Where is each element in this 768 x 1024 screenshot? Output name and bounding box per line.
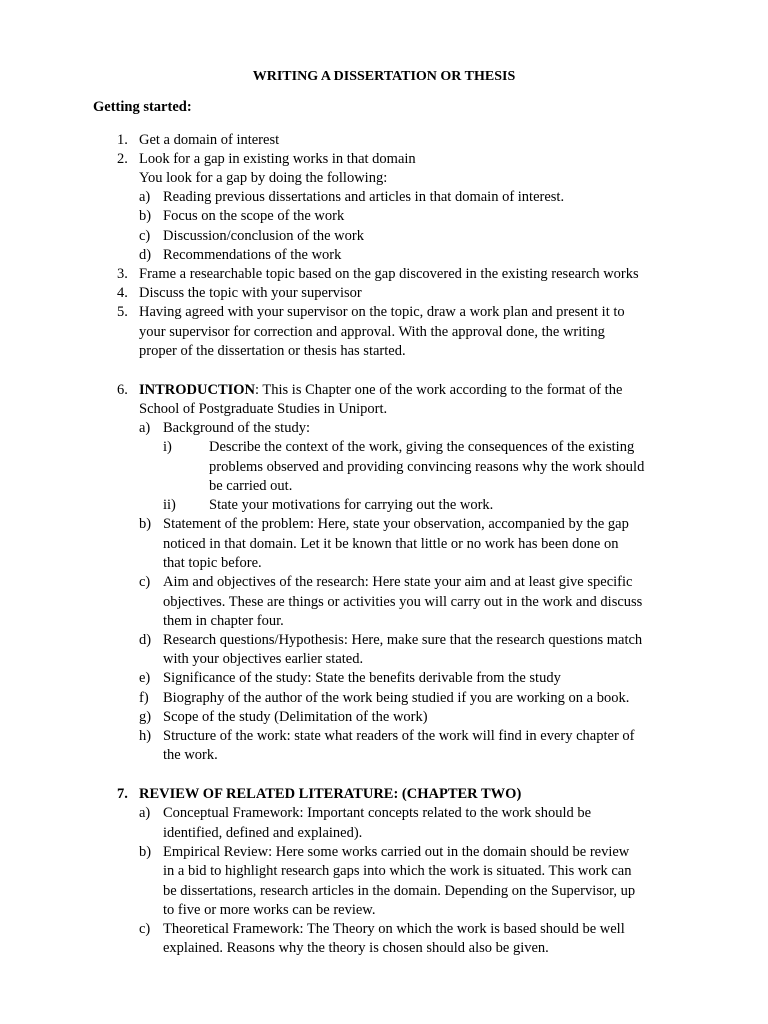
list-item: State your motivations for carrying out the work.: [209, 497, 494, 513]
list-item-continuation: that topic before.: [163, 555, 262, 571]
list-item-continuation: be dissertations, research articles in the domain. Depending on the Supervisor, up: [163, 883, 636, 899]
list-item-continuation: your supervisor for correction and approval. With the approval done, the writing: [139, 324, 605, 340]
list-item: Conceptual Framework: Important concepts related to the work should be: [163, 805, 592, 821]
list-item: Frame a researchable topic based on the gap discovered in the existing research works: [139, 266, 639, 282]
list-marker: a): [139, 420, 151, 436]
list-marker: 6.: [117, 382, 128, 398]
list-marker: h): [139, 728, 152, 744]
list-marker: 1.: [117, 132, 128, 148]
list-item: Theoretical Framework: The Theory on which the work is based should be well: [163, 921, 625, 937]
list-marker: 2.: [117, 151, 128, 167]
list-item-continuation: them in chapter four.: [163, 613, 284, 629]
list-item-continuation: identified, defined and explained).: [163, 825, 363, 841]
list-marker: g): [139, 709, 152, 725]
list-item: Discuss the topic with your supervisor: [139, 285, 362, 301]
review-heading: REVIEW OF RELATED LITERATURE: (CHAPTER TWO): [139, 786, 522, 802]
list-item-continuation: objectives. These are things or activities you will carry out in the work and discuss: [163, 594, 643, 610]
list-marker: ii): [163, 497, 176, 513]
list-item: Discussion/conclusion of the work: [163, 228, 364, 244]
list-item-continuation: School of Postgraduate Studies in Uniport.: [139, 401, 388, 417]
list-item: Biography of the author of the work being studied if you are working on a book.: [163, 690, 630, 706]
list-item: Reading previous dissertations and articles in that domain of interest.: [163, 189, 565, 205]
list-item: Aim and objectives of the research: Here state your aim and at least give specific: [163, 574, 633, 590]
list-item: Get a domain of interest: [139, 132, 280, 148]
list-item: Significance of the study: State the benefits derivable from the study: [163, 670, 561, 686]
list-marker: f): [139, 690, 149, 706]
list-marker: 5.: [117, 304, 128, 320]
list-marker: c): [139, 574, 151, 590]
list-marker: a): [139, 189, 151, 205]
list-item-continuation: in a bid to highlight research gaps into which the work is situated. This work can: [163, 863, 632, 879]
list-item: Describe the context of the work, giving the consequences of the existing: [209, 439, 635, 455]
list-item: Empirical Review: Here some works carried out in the domain should be review: [163, 844, 630, 860]
list-item: Background of the study:: [163, 420, 310, 436]
list-item-continuation: be carried out.: [209, 478, 293, 494]
list-marker: a): [139, 805, 151, 821]
list-marker: d): [139, 632, 152, 648]
list-item-continuation: explained. Reasons why the theory is chosen should also be given.: [163, 940, 549, 956]
list-marker: 3.: [117, 266, 128, 282]
list-marker: 7.: [117, 786, 128, 802]
list-item: Recommendations of the work: [163, 247, 342, 263]
list-marker: e): [139, 670, 151, 686]
list-item: Statement of the problem: Here, state your observation, accompanied by the gap: [163, 516, 629, 532]
list-marker: b): [139, 844, 152, 860]
list-item-continuation: proper of the dissertation or thesis has started.: [139, 343, 406, 359]
list-item-continuation: the work.: [163, 747, 218, 763]
list-item: Look for a gap in existing works in that domain: [139, 151, 416, 167]
list-marker: i): [163, 439, 172, 455]
getting-started-heading: Getting started:: [93, 99, 192, 115]
list-item: Structure of the work: state what readers of the work will find in every chapter of: [163, 728, 635, 744]
document-title: WRITING A DISSERTATION OR THESIS: [252, 69, 516, 84]
list-item: Research questions/Hypothesis: Here, make sure that the research questions match: [163, 632, 643, 648]
list-marker: 4.: [117, 285, 128, 301]
list-item-continuation: problems observed and providing convincing reasons why the work should: [209, 459, 645, 475]
list-item-continuation: to five or more works can be review.: [163, 902, 376, 918]
sub-intro: You look for a gap by doing the following:: [139, 170, 388, 186]
list-item: Scope of the study (Delimitation of the work): [163, 709, 428, 725]
list-marker: b): [139, 516, 152, 532]
introduction-label: INTRODUCTION: [139, 382, 256, 398]
list-marker: d): [139, 247, 152, 263]
introduction-line: [139, 382, 622, 399]
list-item-continuation: noticed in that domain. Let it be known that little or no work has been done on: [163, 536, 619, 552]
list-item-continuation: with your objectives earlier stated.: [163, 651, 364, 667]
list-marker: c): [139, 228, 151, 244]
list-item: Having agreed with your supervisor on the topic, draw a work plan and present it to: [139, 304, 625, 320]
list-item: Focus on the scope of the work: [163, 208, 345, 224]
list-marker: c): [139, 921, 151, 937]
list-marker: b): [139, 208, 152, 224]
introduction-text: : This is Chapter one of the work according to the format of the: [255, 382, 623, 398]
